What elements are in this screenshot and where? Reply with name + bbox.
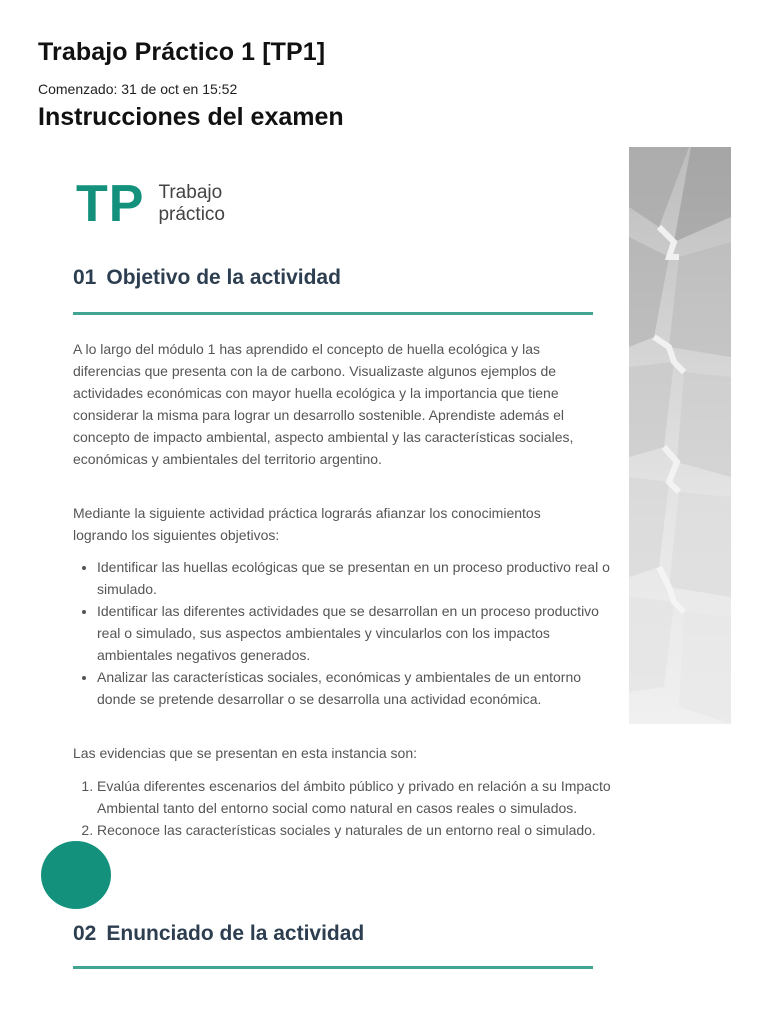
logo-mark: TP <box>76 175 145 233</box>
tp-logo <box>76 175 225 233</box>
logo-text <box>158 182 225 226</box>
section-title: Objetivo de la actividad <box>106 266 341 289</box>
logo-line-1: Trabajo <box>158 182 223 203</box>
section-number: 01 <box>73 266 97 289</box>
page-title: Trabajo Práctico 1 [TP1] <box>38 38 326 66</box>
section-title: Enunciado de la actividad <box>106 922 365 945</box>
evidence-list <box>73 775 619 841</box>
section-heading-objective <box>73 266 593 290</box>
objectives-list <box>73 556 619 710</box>
objective-paragraph-2: Mediante la siguiente actividad práctica lograrás afianzar los conocimientos logrando los siguientes objetivos: <box>73 505 541 543</box>
architecture-image <box>629 147 731 724</box>
instructions-title: Instrucciones del examen <box>38 103 344 131</box>
section-heading-statement <box>73 922 593 946</box>
list-item: • Identificar las huellas ecológicas que se presentan en un proceso productivo real o simulado. <box>97 556 619 600</box>
started-timestamp: Comenzado: 31 de oct en 15:52 <box>38 81 238 97</box>
logo-line-2: práctico <box>158 204 225 225</box>
section-divider <box>73 966 593 969</box>
objective-paragraph-1: A lo largo del módulo 1 has aprendido el concepto de huella ecológica y las diferencias que presenta con la de carbono. Visualizaste algunos ejemplos de actividades económicas con mayor huella ecológica y la importancia que tiene considerar la misma para lograr un desarrollo sostenible. Aprendiste además el concepto de impacto ambiental, aspecto ambiental y las características sociales, económicas y ambientales del territorio argentino. <box>73 341 574 467</box>
floating-action-button[interactable] <box>41 841 111 909</box>
evidence-intro: Las evidencias que se presentan en esta instancia son: <box>73 745 418 761</box>
list-item: • Identificar las diferentes actividades que se desarrollan en un proceso productivo real o simulado, sus aspectos ambientales y vincularlos con los impactos ambientales negativos generados. <box>97 600 619 666</box>
list-item: 2. Reconoce las características sociales y naturales de un entorno real o simulado. <box>97 819 619 841</box>
section-divider <box>73 312 593 315</box>
section-number: 02 <box>73 922 97 945</box>
list-item: • Analizar las características sociales, económicas y ambientales de un entorno donde se pretende desarrollar o se desarrolla una actividad económica. <box>97 666 619 710</box>
list-item: 1. Evalúa diferentes escenarios del ámbito público y privado en relación a su Impacto Ambiental tanto del entorno social como natural en casos reales o simulados. <box>97 775 619 819</box>
